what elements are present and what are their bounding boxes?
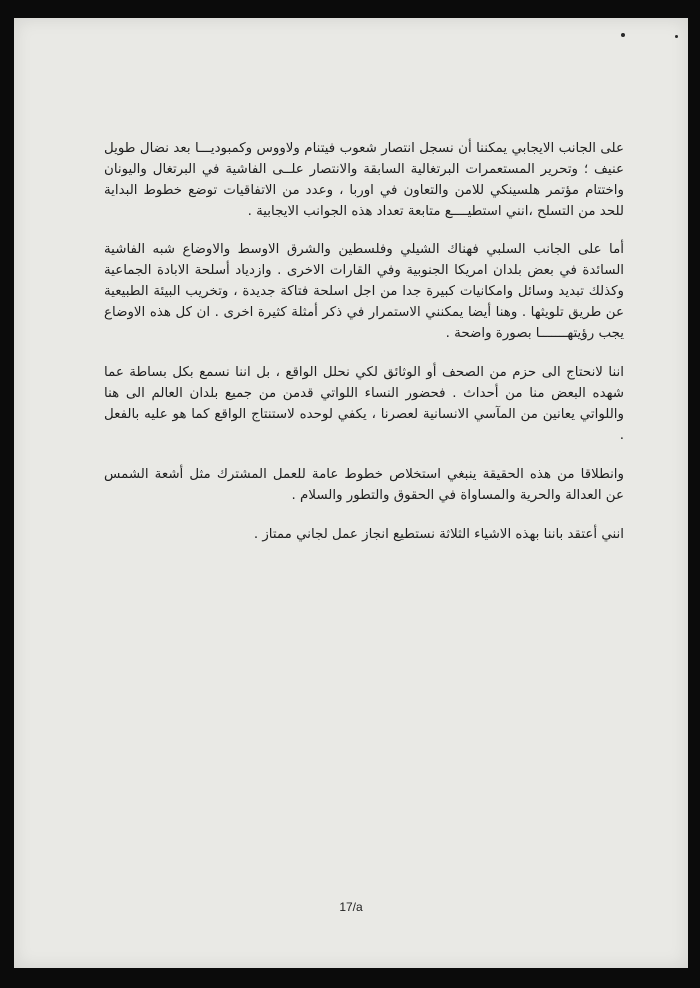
page-number: 17/a [339, 900, 363, 914]
paper-speck [675, 35, 678, 38]
paragraph-reality: اننا لانحتاج الى حزم من الصحف أو الوثائق لكي نحلل الواقع ، بل اننا نسمع بكل بساطة عما شهده البعض منا من أحداث . فحضور النساء اللواتي قدمن من جميع بلدان العالم الى هنا واللواتي يعانين من المآسي الانسانية لعصرنا ، يكفي لوحده لاستنتاج الواقع كما هو عليه بالفعل . [104, 365, 624, 443]
document-body [104, 138, 624, 545]
paper-speck [621, 33, 625, 37]
paragraph-common-action: وانطلاقا من هذه الحقيقة ينبغي استخلاص خطوط عامة للعمل المشترك مثل أشعة الشمس عن العدالة والحرية والمساواة في الحقوق والتطور والسلام . [104, 467, 624, 503]
paragraph-negative-side: أما على الجانب السلبي فهناك الشيلي وفلسطين والشرق الاوسط والاوضاع شبه الفاشية السائدة في بعض بلدان امريكا الجنوبية وفي القارات الاخرى . وازدياد أسلحة الابادة الجماعية وكذلك تبديد وسائل وامكانيات كبيرة جدا من اجل اسلحة فتاكة جديدة ، وتخريب البيئة الطبيعية عن طريق تلويثها . وهنا أيضا يمكنني الاستمرار في ذكر أمثلة كثيرة اخرى . ان كل هذه الاوضاع يجب رؤيتهـــــــا بصورة واضحة . [104, 242, 624, 341]
document-page [14, 18, 688, 968]
paragraph-conclusion: انني أعتقد باننا بهذه الاشياء الثلاثة نستطيع انجاز عمل لجاني ممتاز . [253, 527, 624, 542]
paragraph-positive-side: على الجانب الايجابي يمكننا أن نسجل انتصار شعوب فيتنام ولاووس وكمبوديـــا بعد نضال طويل عنيف ؛ وتحرير المستعمرات البرتغالية السابقة والانتصار علــى الفاشية في البرتغال واليونان واختتام مؤتمر هلسينكي للامن والتعاون في اوربا ، وعدد من الاتفاقيات توضع خطوط البداية للحد من التسلح ،انني استطيــــع متابعة تعداد هذه الجوانب الايجابية . [104, 141, 624, 219]
